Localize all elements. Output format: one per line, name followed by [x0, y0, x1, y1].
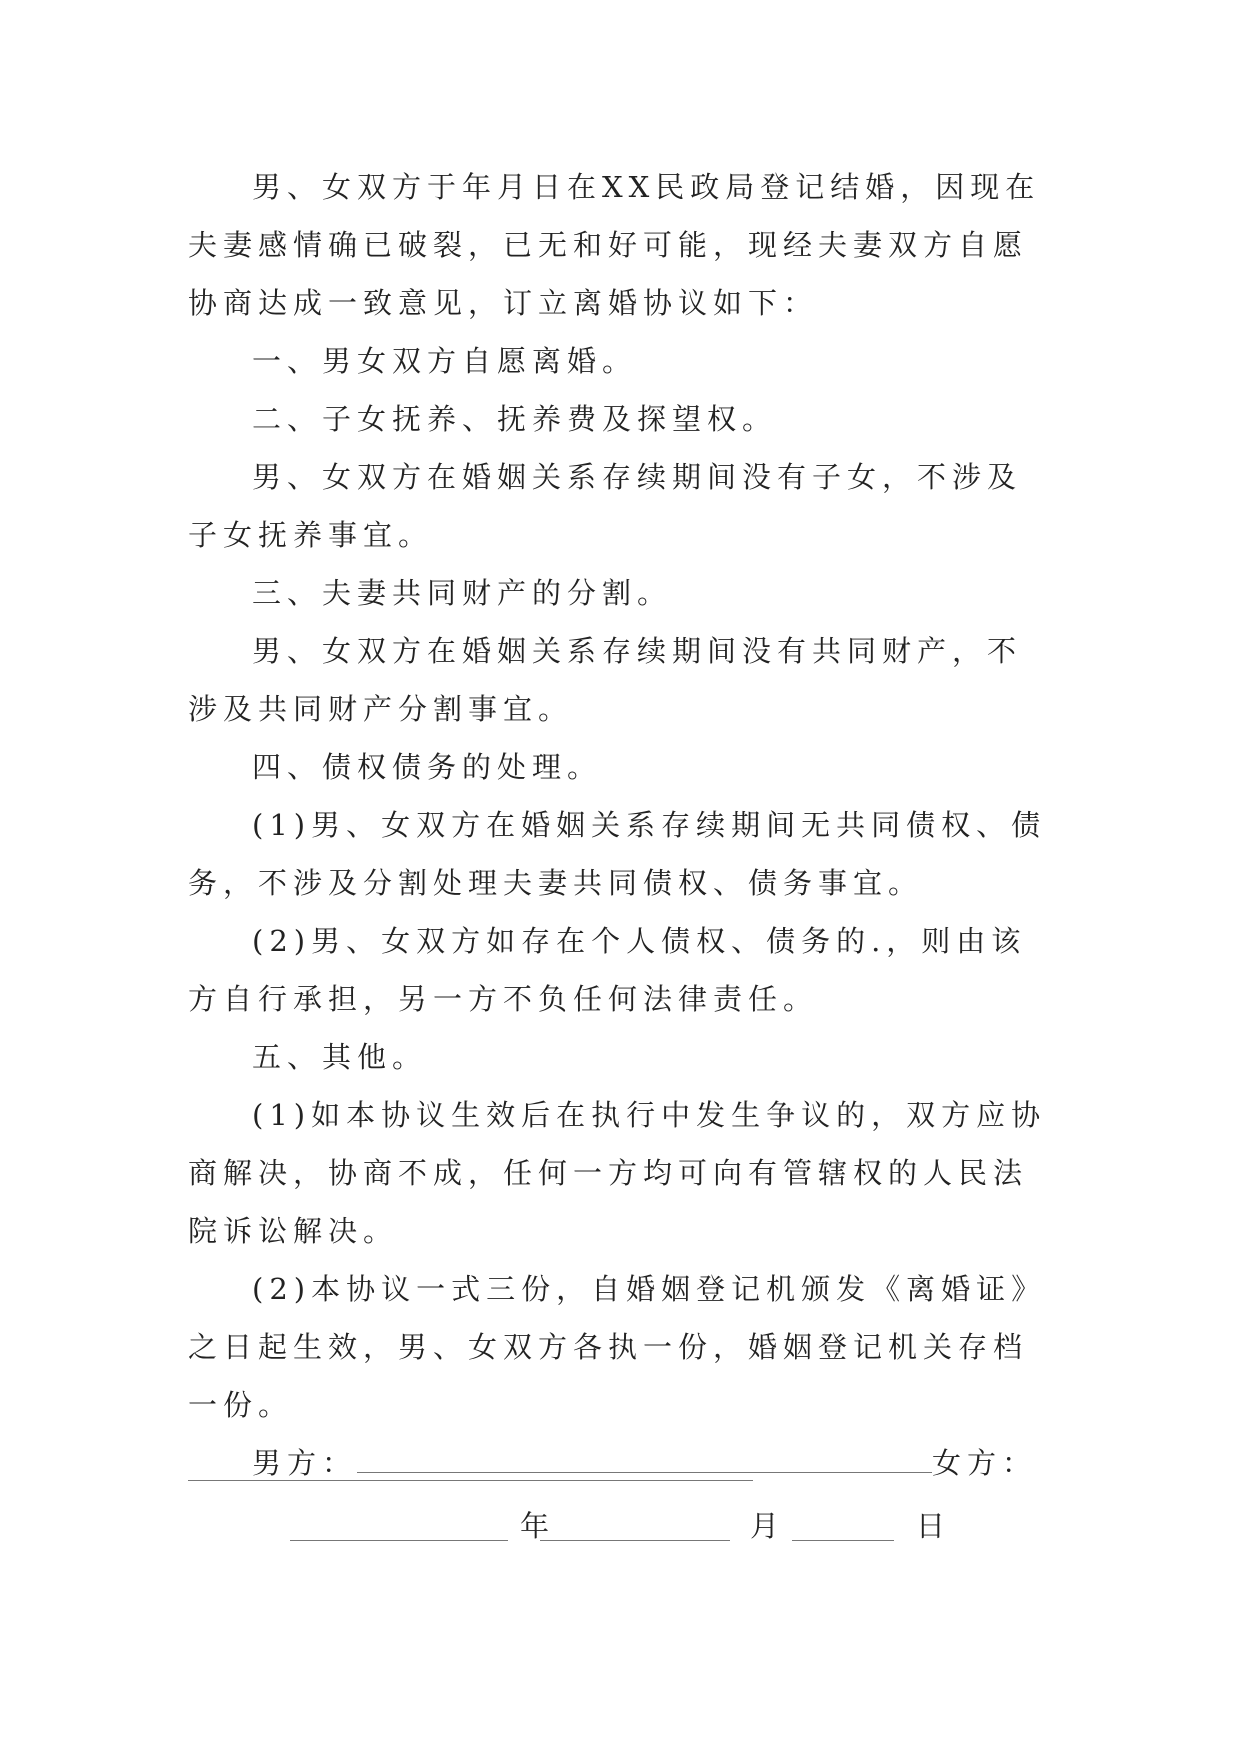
day-label: 日 [916, 1509, 946, 1543]
clause-2-text: 男、女双方在婚姻关系存续期间没有子女，不涉及子女抚养事宜。 [188, 460, 1023, 552]
clause-4-heading: 四、债权债务的处理。 [252, 750, 603, 784]
clause-3-text: 男、女双方在婚姻关系存续期间没有共同财产，不涉及共同财产分割事宜。 [188, 634, 1023, 726]
male-signature-blank[interactable] [357, 1450, 932, 1473]
year-blank[interactable] [290, 1540, 508, 1541]
clause-5-heading: 五、其他。 [252, 1040, 428, 1074]
agreement-body [188, 158, 1056, 1492]
clause-5-item-2: (2)本协议一式三份，自婚姻登记机颁发《离婚证》之日起生效，男、女双方各执一份，婚姻登记机关存档一份。 [188, 1272, 1047, 1422]
male-signature-label: 男方： [252, 1446, 358, 1480]
month-blank[interactable] [540, 1540, 730, 1541]
intro-paragraph: 男、女双方于年月日在XX民政局登记结婚，因现在夫妻感情确已破裂，已无和好可能，现经夫妻双方自愿协商达成一致意见，订立离婚协议如下： [188, 170, 1041, 320]
female-signature-blank[interactable] [188, 1480, 753, 1481]
clause-5-item-1: (1)如本协议生效后在执行中发生争议的，双方应协商解决，协商不成，任何一方均可向有管辖权的人民法院诉讼解决。 [188, 1098, 1047, 1248]
clause-3-heading: 三、夫妻共同财产的分割。 [252, 576, 673, 610]
female-signature-label: 女方： [932, 1446, 1038, 1480]
month-label: 月 [750, 1509, 780, 1543]
signature-line [188, 1434, 1056, 1492]
clause-2-heading: 二、子女抚养、抚养费及探望权。 [252, 402, 778, 436]
date-line [290, 1508, 1060, 1558]
day-blank[interactable] [792, 1540, 894, 1541]
clause-4-item-1: (1)男、女双方在婚姻关系存续期间无共同债权、债务，不涉及分割处理夫妻共同债权、债务事宜。 [188, 808, 1047, 900]
year-label: 年 [520, 1509, 550, 1543]
clause-4-item-2: (2)男、女双方如存在个人债权、债务的.，则由该方自行承担，另一方不负任何法律责任。 [188, 924, 1027, 1016]
clause-1-heading: 一、男女双方自愿离婚。 [252, 344, 638, 378]
